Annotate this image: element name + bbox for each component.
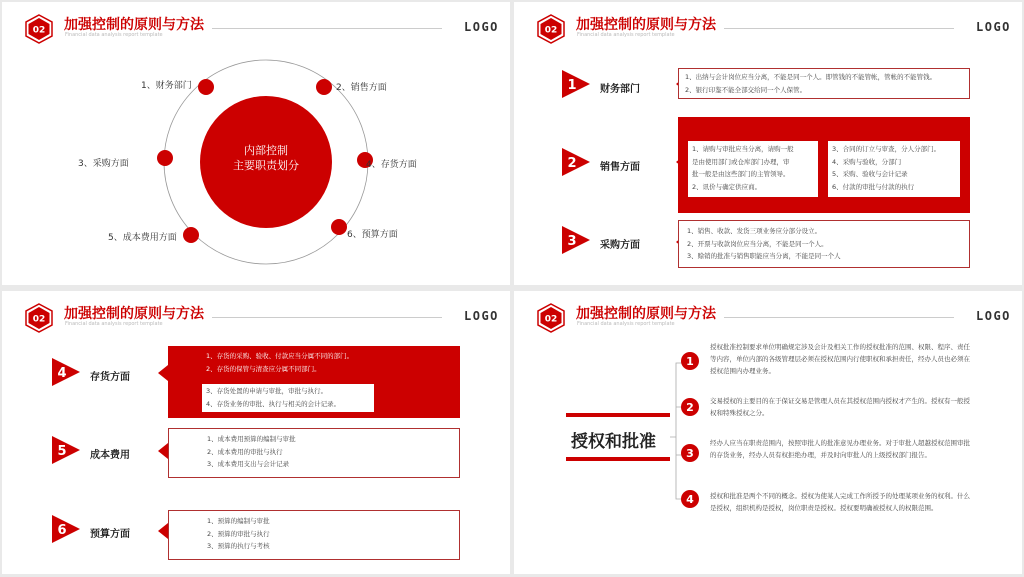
section-number: 02 [544, 25, 558, 36]
circle-diagram [2, 2, 510, 285]
inventory-list-top [206, 350, 353, 375]
sales-line-8: 6、付款的审批与付款的执行 [832, 182, 915, 191]
authorization-text-1: 授权批准控制要求单位明确规定涉及会计及相关工作的授权批准的范围、权限、程序、责任等内容，单位内部的各级管理层必须在授权范围内行使职权和承担责任，经办人员也必须在授权范围内办理业务。 [710, 343, 970, 375]
item-number-4: 4 [686, 493, 694, 506]
node-label-4: 4、存货方面 [366, 160, 417, 170]
slide-authorization [514, 291, 1022, 574]
pointer-6 [158, 523, 168, 539]
section-label-finance: 财务部门 [600, 84, 640, 95]
cost-line-3: 3、成本费用支出与会计记录 [207, 460, 290, 468]
center-label-2: 主要职责划分 [233, 159, 299, 172]
inventory-line-2: 2、存货的保管与清查应分属不同部门。 [206, 364, 321, 373]
item-number-1: 1 [686, 355, 694, 368]
section-label-sales: 销售方面 [600, 162, 640, 173]
logo: LOGO [976, 309, 1011, 323]
sales-line-3: 批一般是由这些部门的主管领导。 [692, 170, 790, 178]
section-label-purchase: 采购方面 [600, 240, 640, 251]
node-dot-3 [157, 150, 173, 166]
item-number-3: 3 [686, 447, 694, 460]
budget-line-2: 2、预算的审批与执行 [207, 529, 270, 538]
sales-line-4: 2、讯价与确定供应商。 [692, 182, 762, 191]
node-dot-5 [183, 227, 199, 243]
logo: LOGO [976, 20, 1011, 34]
center-label-1: 内部控制 [244, 144, 288, 157]
slide-subtitle: Financial data analysis report template [577, 321, 675, 327]
cost-box [168, 428, 460, 478]
marker-number-1: 1 [567, 78, 577, 93]
section-number: 02 [32, 25, 46, 36]
sales-box-right [828, 141, 960, 197]
slide-responsibility-circle [2, 2, 510, 285]
node-label-2: 2、销售方面 [336, 83, 387, 93]
marker-number-3: 3 [567, 234, 577, 249]
purchase-line-3: 3、赊销的批准与销售职能应当分离，不能是同一个人 [687, 252, 841, 260]
sales-line-2: 是由使用部门或仓库部门办理，审 [692, 157, 790, 166]
section-number: 02 [544, 314, 558, 325]
slide-subtitle: Financial data analysis report template [65, 321, 163, 327]
inventory-line-4: 4、存货业务的审批、执行与相关的会计记录。 [206, 399, 341, 408]
node-dot-2 [316, 79, 332, 95]
marker-number-4: 4 [57, 366, 67, 381]
slide-subtitle: Financial data analysis report template [65, 32, 163, 38]
purchase-line-1: 1、销售、收款、发货三项业务应分部分设立。 [687, 227, 822, 235]
slide-departments-2 [2, 291, 510, 574]
section-label-inventory: 存货方面 [90, 372, 130, 383]
inventory-box [168, 346, 460, 418]
marker-number-2: 2 [567, 156, 577, 171]
authorization-item-1 [710, 341, 972, 377]
logo: LOGO [464, 309, 499, 323]
pointer-4 [158, 365, 168, 381]
purchase-line-2: 2、开票与收款岗位应当分离，不能是同一个人。 [687, 239, 828, 248]
node-label-5: 5、成本费用方面 [108, 233, 177, 243]
sales-line-6: 4、采购与验收，分部门 [832, 157, 902, 166]
node-label-3: 3、采购方面 [78, 159, 129, 169]
slide-departments-1 [514, 2, 1022, 285]
authorization-item-4 [710, 490, 972, 514]
finance-box [678, 68, 970, 99]
section-label-budget: 预算方面 [90, 529, 130, 540]
cost-line-1: 1、成本费用预算的编制与审批 [207, 435, 296, 443]
sales-line-1: 1、请购与审批应当分离，请购一般 [692, 145, 794, 153]
slide-title: 加强控制的原则与方法 [576, 306, 716, 322]
finance-line-1: 1、出纳与会计岗位应当分离，不能是同一个人。即管钱的不能管帐，管帐的不能管钱。 [685, 73, 937, 81]
sales-line-5: 3、合同的订立与审查，分人分部门。 [832, 145, 941, 153]
authorization-text-3: 经办人应当在职责范围内，按照审批人的批准意见办理业务。对于审批人超越授权范围审批的存货业务，经办人员有权拒绝办理，并及时向审批人的上级授权部门报告。 [710, 439, 970, 459]
finance-line-2: 2、银行印鉴不能全部交给同一个人保管。 [685, 85, 807, 94]
slide-subtitle: Financial data analysis report template [577, 32, 675, 38]
sales-box [678, 117, 970, 213]
authorization-heading: 授权和批准 [571, 432, 656, 452]
slide-title: 加强控制的原则与方法 [64, 17, 204, 33]
sales-box-left [688, 141, 818, 197]
item-number-2: 2 [686, 401, 694, 414]
section-number: 02 [32, 314, 46, 325]
inventory-line-1: 1、存货的采购、验收、付款应当分属不同的部门。 [206, 352, 354, 360]
authorization-item-2 [710, 395, 972, 419]
budget-box [168, 510, 460, 560]
node-label-1: 1、财务部门 [141, 81, 192, 91]
budget-line-1: 1、预算的编制与审批 [207, 517, 270, 525]
purchase-box [678, 220, 970, 268]
bracket-connector [514, 291, 1022, 574]
pointer-5 [158, 443, 168, 459]
node-dot-6 [331, 219, 347, 235]
authorization-text-4: 授权和批准是两个不同的概念。授权为使某人完成工作所授予的处理某项业务的权利。什么是授权，组织机构是授权，岗位职责是授权。授权要明确被授权人的权限范围。 [710, 492, 970, 512]
cost-line-2: 2、成本费用的审批与执行 [207, 447, 283, 456]
budget-line-3: 3、预算的执行与考核 [207, 542, 270, 550]
section-label-cost: 成本费用 [90, 450, 130, 461]
marker-number-6: 6 [57, 523, 67, 538]
inventory-line-3: 3、存货处置的申请与审批，审批与执行。 [206, 387, 328, 395]
sales-line-7: 5、采购、验收与会计记录 [832, 170, 908, 178]
node-label-6: 6、预算方面 [347, 230, 398, 240]
logo: LOGO [464, 20, 499, 34]
slide-title: 加强控制的原则与方法 [64, 306, 204, 322]
node-dot-1 [198, 79, 214, 95]
marker-number-5: 5 [57, 444, 67, 459]
authorization-text-2: 交易授权的主要目的在于保证交易是管理人员在其授权范围内授权才产生的。授权有一般授权和特殊授权之分。 [710, 397, 970, 417]
inventory-box-inner [202, 384, 374, 412]
authorization-item-3 [710, 437, 972, 461]
slide-title: 加强控制的原则与方法 [576, 17, 716, 33]
